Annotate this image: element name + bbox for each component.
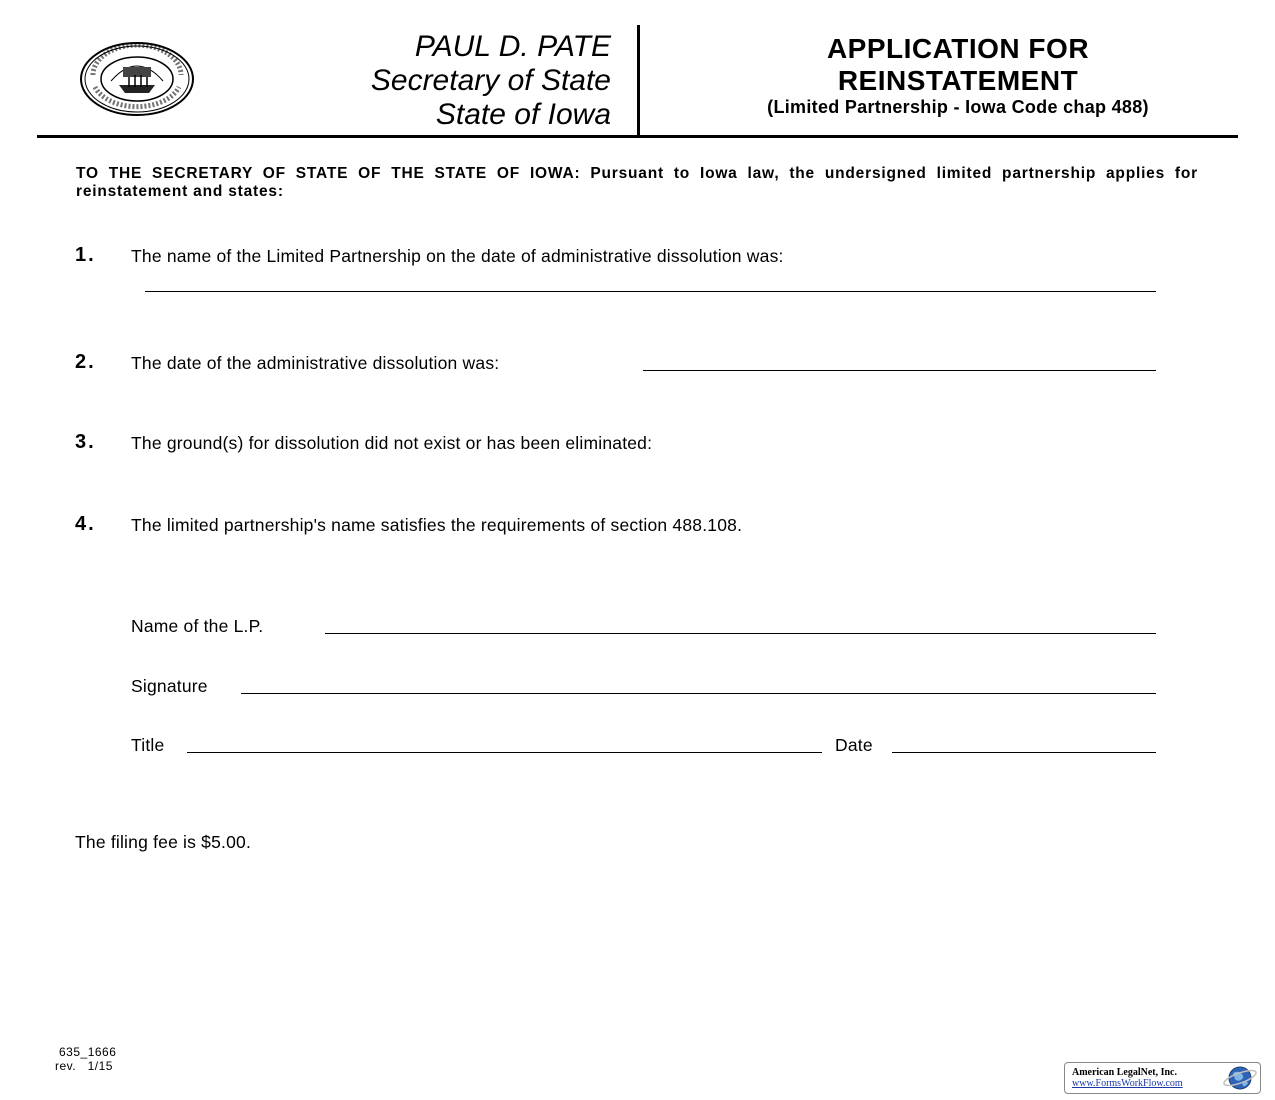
date-label: Date — [835, 735, 873, 755]
dissolution-date-field[interactable] — [643, 370, 1156, 371]
publisher-name: American LegalNet, Inc. — [1072, 1067, 1177, 1078]
official-name: PAUL D. PATE — [414, 30, 611, 63]
header-rule — [37, 135, 1238, 138]
official-title: Secretary of State — [370, 64, 611, 97]
form-title-line1: APPLICATION FOR — [826, 33, 1090, 64]
date-field[interactable] — [892, 752, 1156, 753]
filing-fee-text: The filing fee is $5.00. — [75, 832, 252, 852]
item-3-number: 3. — [75, 431, 96, 453]
state-name: State of Iowa — [435, 98, 611, 131]
header-divider — [637, 25, 640, 136]
intro-text: TO THE SECRETARY OF STATE OF THE STATE OF IOWA: Pursuant to Iowa law, the undersigned limited partnership applies for reinstatement and states: — [76, 165, 1198, 200]
item-4-number: 4. — [75, 513, 96, 535]
item-2-text: The date of the administrative dissolution was: — [131, 353, 500, 373]
form-title-line2: REINSTATEMENT — [837, 65, 1079, 96]
state-seal-icon — [79, 41, 196, 117]
item-3-text: The ground(s) for dissolution did not exist or has been eliminated: — [131, 433, 653, 453]
revision-date: rev. 1/15 — [55, 1059, 113, 1073]
title-field[interactable] — [187, 752, 822, 753]
form-subtitle: (Limited Partnership - Iowa Code chap 488) — [767, 97, 1149, 117]
item-1-text: The name of the Limited Partnership on the date of administrative dissolution was: — [131, 246, 784, 266]
signature-label: Signature — [131, 676, 208, 696]
publisher-badge[interactable] — [1064, 1062, 1261, 1094]
form-number: 635_1666 — [59, 1045, 117, 1059]
item-1-number: 1. — [75, 244, 96, 266]
title-label: Title — [131, 735, 165, 755]
publisher-link[interactable]: www.FormsWorkFlow.com — [1072, 1078, 1183, 1089]
lp-name-label: Name of the L.P. — [131, 616, 264, 636]
item-2-number: 2. — [75, 351, 96, 373]
lp-name-field[interactable] — [325, 633, 1156, 634]
globe-icon — [1220, 1065, 1258, 1091]
signature-field[interactable] — [241, 693, 1156, 694]
lp-name-at-dissolution-field[interactable] — [145, 291, 1156, 292]
item-4-text: The limited partnership's name satisfies the requirements of section 488.108. — [131, 515, 743, 535]
